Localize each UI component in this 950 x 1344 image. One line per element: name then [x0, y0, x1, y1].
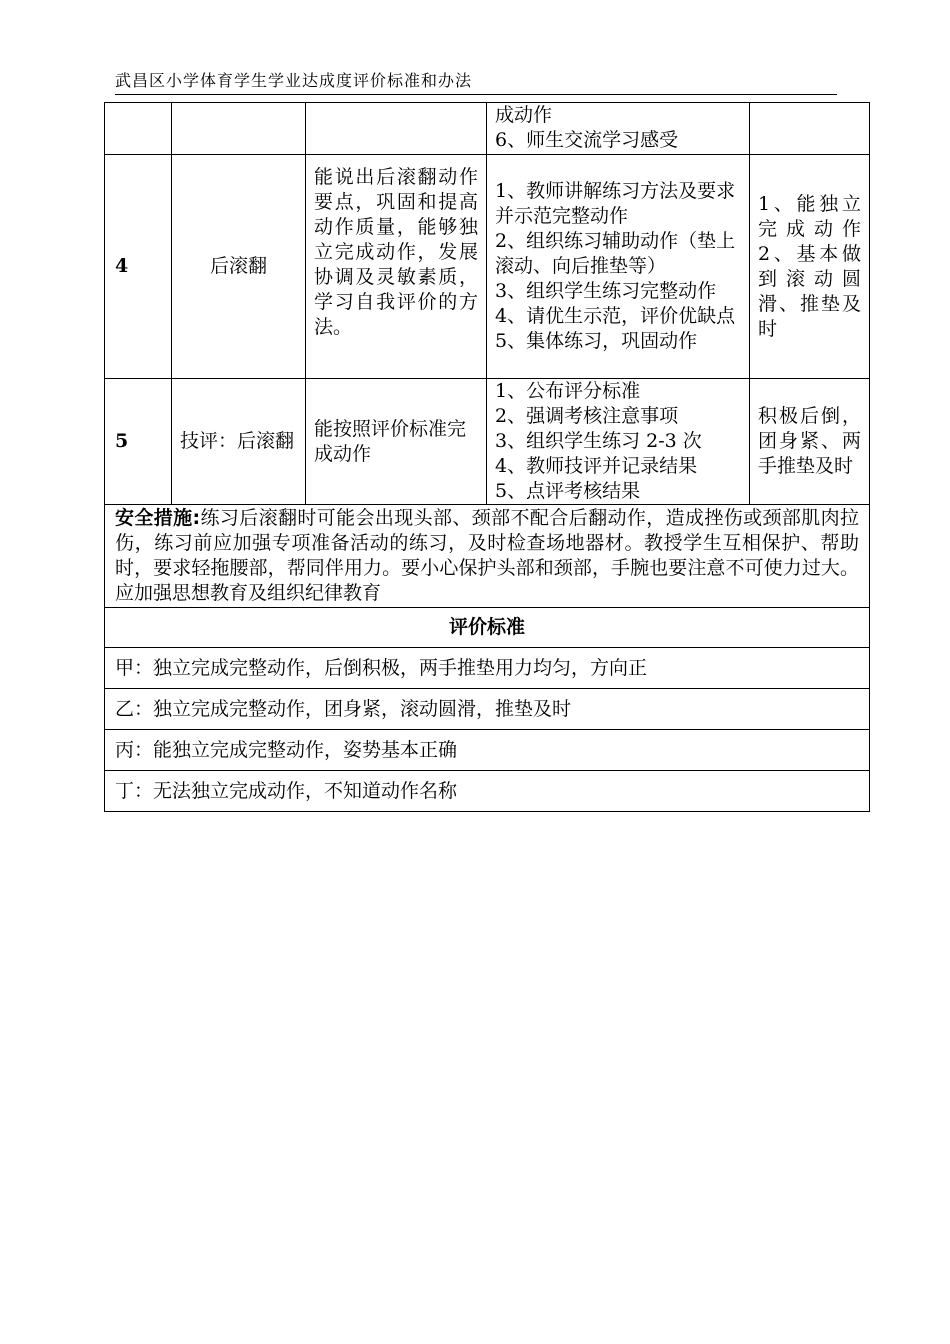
table-row: [105, 103, 870, 155]
evaluation-level: 乙：独立完成完整动作，团身紧，滚动圆滑，推垫及时: [105, 689, 870, 730]
row-goal: 能说出后滚翻动作要点，巩固和提高动作质量，能够独立完成动作，发展协调及灵敏素质，学习自我评价的方法。: [306, 155, 487, 379]
row-name: 后滚翻: [172, 155, 306, 379]
row-steps: [487, 379, 750, 505]
row-goal: [306, 103, 487, 155]
evaluation-level-row: [105, 648, 870, 689]
row-number: 4: [105, 155, 172, 379]
step-line: 成动作: [495, 104, 553, 126]
row-criteria: [750, 103, 870, 155]
step-line: 5、集体练习，巩固动作: [495, 330, 698, 352]
row-steps: [487, 155, 750, 379]
step-line: 5、点评考核结果: [495, 480, 641, 502]
step-line: 3、组织学生练习完整动作: [495, 280, 717, 302]
evaluation-level: 丁：无法独立完成动作，不知道动作名称: [105, 771, 870, 812]
evaluation-level-row: [105, 730, 870, 771]
evaluation-level: 甲：独立完成完整动作，后倒积极，两手推垫用力均匀，方向正: [105, 648, 870, 689]
safety-label: 安全措施:: [115, 507, 201, 529]
table-row: [105, 155, 870, 379]
step-line: 6、师生交流学习感受: [495, 129, 679, 151]
safety-cell: [105, 505, 870, 608]
row-name: 技评：后滚翻: [172, 379, 306, 505]
step-line: 1、公布评分标准: [495, 380, 641, 402]
row-steps: [487, 103, 750, 155]
evaluation-title-row: [105, 608, 870, 648]
row-number: [105, 103, 172, 155]
step-line: 4、请优生示范，评价优缺点: [495, 305, 736, 327]
page-header: 武昌区小学体育学生学业达成度评价标准和办法: [115, 68, 837, 95]
lesson-table: [104, 102, 870, 812]
step-line: 4、教师技评并记录结果: [495, 455, 698, 477]
step-line: 1、教师讲解练习方法及要求并示范完整动作: [495, 180, 736, 227]
step-line: 3、组织学生练习 2-3 次: [495, 430, 702, 452]
row-name: [172, 103, 306, 155]
safety-text: 练习后滚翻时可能会出现头部、颈部不配合后翻动作，造成挫伤或颈部肌肉拉伤，练习前应加强专项准备活动的练习，及时检查场地器材。教授学生互相保护、帮助时，要求轻拖腰部，帮同伴用力。要小心保护头部和颈部，手腕也要注意不可使力过大。应加强思想教育及组织纪律教育: [115, 507, 859, 604]
evaluation-level-row: [105, 771, 870, 812]
evaluation-title: 评价标准: [105, 608, 870, 648]
step-line: 2、强调考核注意事项: [495, 405, 679, 427]
evaluation-level: 丙：能独立完成完整动作，姿势基本正确: [105, 730, 870, 771]
row-goal: 能按照评价标准完成动作: [306, 379, 487, 505]
row-criteria: 1、能独立完成动作 2、基本做到滚动圆滑、推垫及时: [750, 155, 870, 379]
safety-row: [105, 505, 870, 608]
table-row: [105, 379, 870, 505]
row-criteria: 积极后倒，团身紧、两手推垫及时: [750, 379, 870, 505]
step-line: 2、组织练习辅助动作（垫上滚动、向后推垫等）: [495, 230, 736, 277]
evaluation-level-row: [105, 689, 870, 730]
row-number: 5: [105, 379, 172, 505]
